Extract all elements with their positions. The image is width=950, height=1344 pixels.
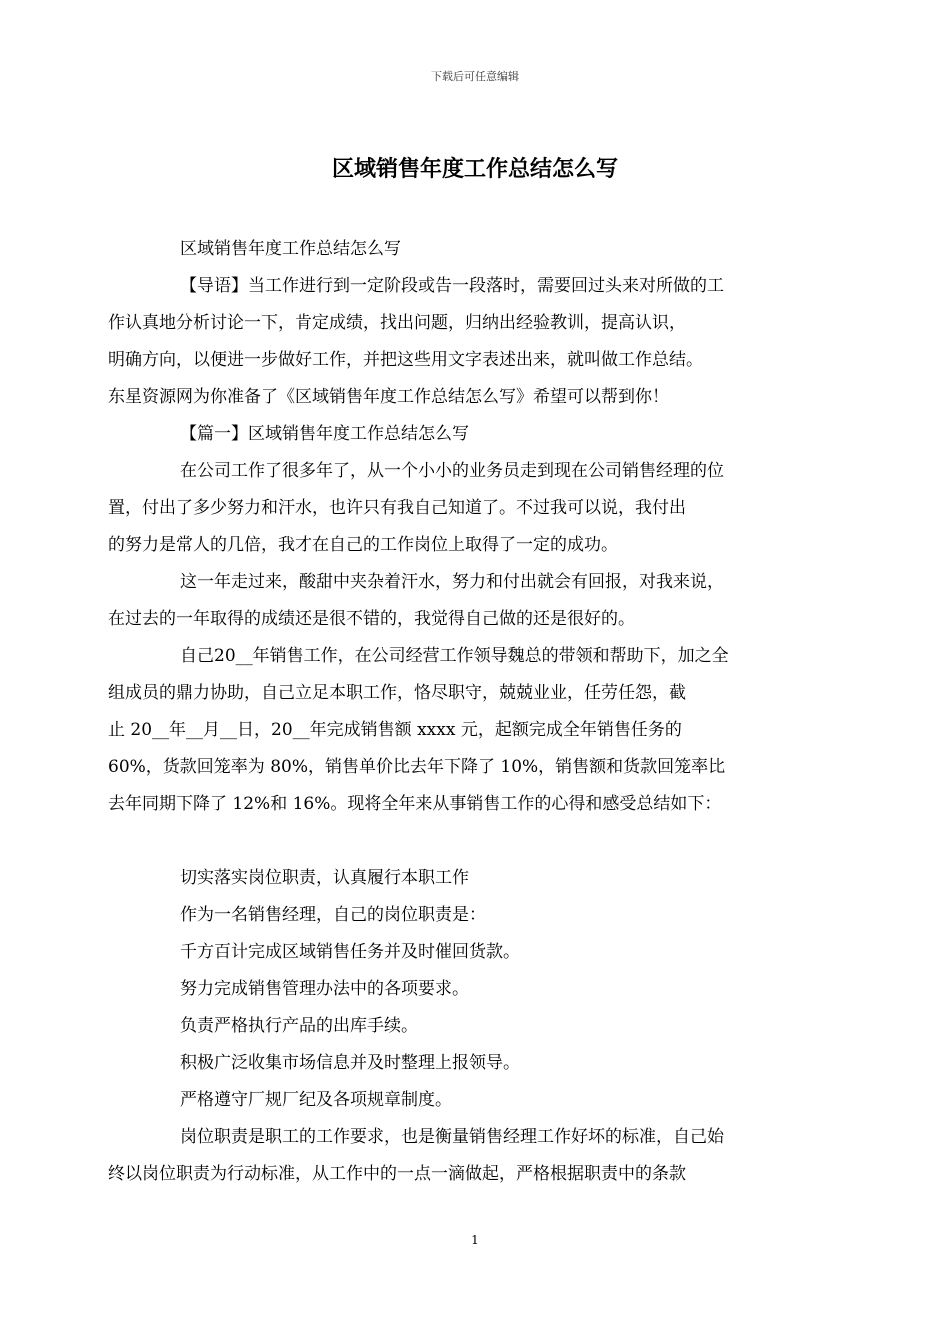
document-title: 区域销售年度工作总结怎么写 (331, 156, 618, 182)
text-line: 【导语】当工作进行到一定阶段或告一段落时，需要回过头来对所做的工 (180, 276, 724, 296)
list-item (144, 1045, 820, 1082)
text-line: 在公司工作了很多年了，从一个小小的业务员走到现在公司销售经理的位 (180, 461, 724, 481)
header-note: 下载后可任意编辑 (431, 70, 519, 83)
paragraph (144, 416, 820, 453)
paragraph (108, 638, 820, 823)
text-line: 去年同期下降了 12%和 16%。现将全年来从事销售工作的心得和感受总结如下： (108, 794, 722, 814)
paragraph (108, 268, 820, 416)
text-line: 作认真地分析讨论一下，肯定成绩，找出问题，归纳出经验教训，提高认识， (108, 313, 686, 333)
page-number: 1 (471, 1233, 479, 1247)
list-item (144, 971, 820, 1008)
text-line: 作为一名销售经理，自己的岗位职责是： (180, 905, 486, 925)
list-item (144, 934, 820, 971)
text-line: 负责严格执行产品的出库手续。 (180, 1016, 418, 1036)
document-body (108, 231, 820, 1193)
text-line: 切实落实岗位职责，认真履行本职工作 (180, 868, 469, 888)
list-item (144, 1008, 820, 1045)
text-line: 终以岗位职责为行动标准，从工作中的一点一滴做起，严格根据职责中的条款 (108, 1164, 686, 1184)
text-line: 组成员的鼎力协助，自己立足本职工作，恪尽职守，兢兢业业，任劳任怨，截 (108, 683, 686, 703)
text-line: 这一年走过来，酸甜中夹杂着汗水，努力和付出就会有回报，对我来说， (180, 572, 724, 592)
paragraph (108, 564, 820, 638)
text-line: 在过去的一年取得的成绩还是很不错的，我觉得自己做的还是很好的。 (108, 609, 635, 629)
paragraph-gap (144, 823, 820, 860)
list-item (144, 1082, 820, 1119)
text-line: 区域销售年度工作总结怎么写 (180, 239, 401, 259)
text-line: 明确方向，以便进一步做好工作，并把这些用文字表述出来，就叫做工作总结。 (108, 350, 703, 370)
text-line: 自己20__年销售工作，在公司经营工作领导魏总的带领和帮助下，加之全 (180, 646, 729, 666)
text-line: 【篇一】区域销售年度工作总结怎么写 (180, 424, 469, 444)
text-line: 东星资源网为你准备了《区域销售年度工作总结怎么写》希望可以帮到你！ (108, 387, 669, 407)
paragraph (108, 453, 820, 564)
paragraph (144, 860, 820, 897)
paragraph (144, 231, 820, 268)
text-line: 的努力是常人的几倍，我才在自己的工作岗位上取得了一定的成功。 (108, 535, 618, 555)
text-line: 60%，货款回笼率为 80%，销售单价比去年下降了 10%，销售额和货款回笼率比 (108, 757, 726, 777)
text-line: 努力完成销售管理办法中的各项要求。 (180, 979, 469, 999)
text-line: 积极广泛收集市场信息并及时整理上报领导。 (180, 1053, 520, 1073)
paragraph (144, 897, 820, 934)
text-line: 岗位职责是职工的工作要求，也是衡量销售经理工作好坏的标准，自己始 (180, 1127, 724, 1147)
text-line: 千方百计完成区域销售任务并及时催回货款。 (180, 942, 520, 962)
text-line: 置，付出了多少努力和汗水，也许只有我自己知道了。不过我可以说，我付出 (108, 498, 686, 518)
text-line: 止 20__年__月__日，20__年完成销售额 xxxx 元，起额完成全年销售任务的 (108, 720, 682, 740)
text-line: 严格遵守厂规厂纪及各项规章制度。 (180, 1090, 452, 1110)
paragraph (108, 1119, 820, 1193)
